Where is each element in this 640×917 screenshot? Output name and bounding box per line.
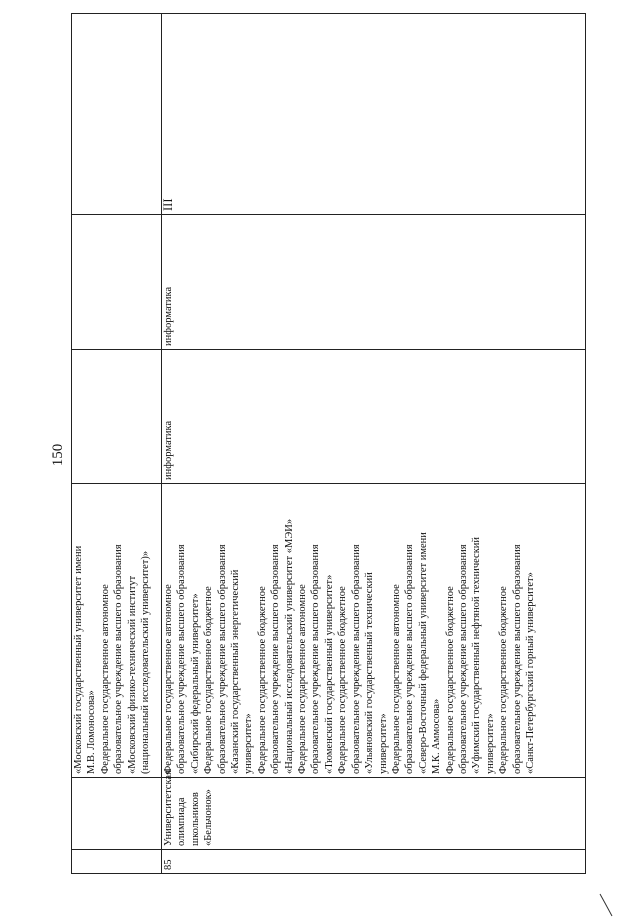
organizer-line: «Санкт-Петербургский горный университет»	[524, 572, 536, 774]
organizer-line: Федеральное государственное автономное	[99, 584, 111, 774]
level-cell	[72, 14, 162, 215]
organizer-line: образовательное учреждение высшего образования	[511, 544, 523, 774]
organizers-cell	[72, 484, 162, 778]
organizers-cell	[162, 484, 586, 778]
organizer-line: образовательное учреждение высшего образования	[216, 544, 228, 774]
organizer-line: Федеральное государственное автономное	[297, 584, 309, 774]
organizer-line: Федеральное государственное бюджетное	[337, 586, 349, 774]
scan-mark-icon	[599, 893, 613, 917]
organizer-line: «Московский физико-технический институт	[126, 575, 138, 774]
organizer-line: образовательное учреждение высшего образования	[270, 544, 282, 774]
organizer-line: «Казанский государственный энергетический	[230, 569, 242, 774]
organizer-line: образовательное учреждение высшего образования	[113, 544, 125, 774]
organizer-line: Федеральное государственное бюджетное	[444, 586, 456, 774]
organizer-line: Федеральное государственное автономное	[163, 584, 174, 774]
rotated-page-content	[71, 36, 583, 874]
row-number-cell	[72, 850, 162, 874]
table-row	[72, 14, 162, 874]
organizer-line: университет»	[484, 713, 496, 774]
organizer-line: университет»	[377, 713, 389, 774]
organizer-line: Федеральное государственное бюджетное	[203, 586, 215, 774]
organizer-line: университет»	[243, 713, 255, 774]
organizer-line: образовательное учреждение высшего образования	[457, 544, 469, 774]
row-number-cell: 85	[162, 850, 586, 874]
organizer-line: образовательное учреждение высшего образования	[176, 544, 188, 774]
olympiad-table	[71, 13, 586, 874]
organizer-line: «Московский государственный университет имени	[73, 545, 84, 774]
organizer-line: (национальный исследовательский университет)»	[140, 550, 152, 774]
organizer-line: Федеральное государственное автономное	[390, 584, 402, 774]
organizer-line: «Сибирский федеральный университет»	[189, 593, 201, 774]
profile-subject-cell: информатика	[162, 350, 586, 484]
level-cell: III	[162, 14, 586, 215]
organizer-line: образовательное учреждение высшего образования	[310, 544, 322, 774]
organizer-line: «Ульяновский государственный технический	[364, 572, 376, 774]
organizer-line: Федеральное государственное бюджетное	[498, 586, 510, 774]
table-row	[162, 14, 586, 874]
organizer-line: «Национальный исследовательский университет «МЭИ»	[283, 518, 295, 774]
organizer-line: М.К. Аммосова»	[431, 698, 443, 774]
organizer-line: Федеральное государственное бюджетное	[256, 586, 268, 774]
subject-cell: информатика	[162, 215, 586, 350]
olympiad-name-cell	[72, 778, 162, 850]
olympiad-name-cell: Университетская олимпиада школьников «Бельчонок»	[162, 778, 586, 850]
subject-cell	[72, 215, 162, 350]
page-number: 150	[50, 443, 66, 467]
organizer-line: «Северо-Восточный федеральный университет имени	[417, 532, 429, 774]
organizer-line: образовательное учреждение высшего образования	[404, 544, 416, 774]
organizer-line: образовательное учреждение высшего образования	[350, 544, 362, 774]
organizer-line: «Тюменский государственный университет»	[323, 574, 335, 774]
organizer-line: М.В. Ломоносова»	[86, 690, 98, 774]
organizer-line: «Уфимский государственный нефтяной технический	[471, 536, 483, 774]
profile-subject-cell	[72, 350, 162, 484]
